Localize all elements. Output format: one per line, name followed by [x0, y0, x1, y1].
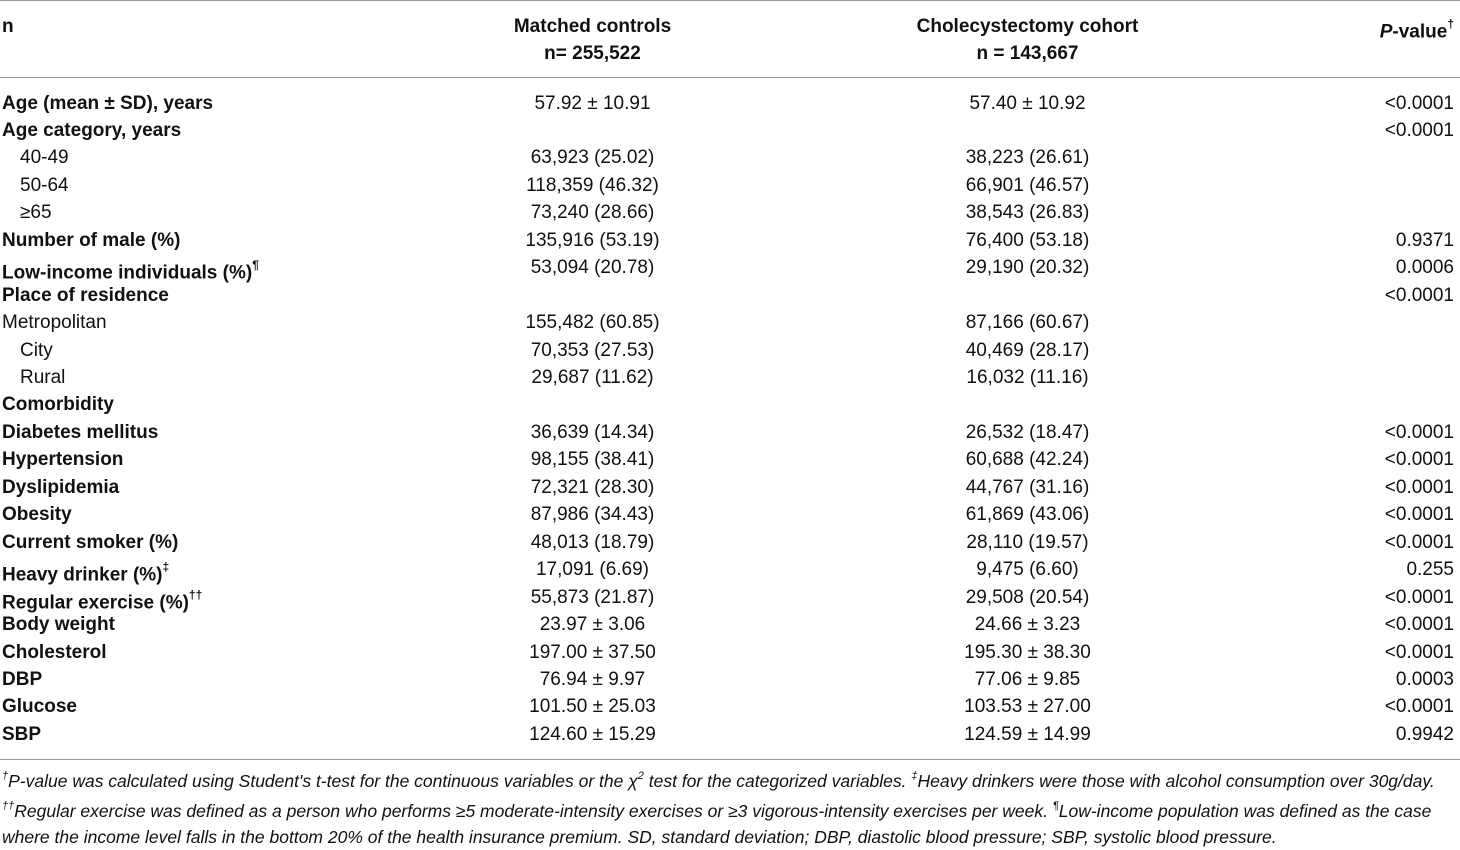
- row-label-text: Glucose: [2, 696, 77, 718]
- row-label-text: SBP: [2, 723, 42, 745]
- matched-controls-cell: 70,353 (27.53): [530, 339, 655, 361]
- table-footnote: [2, 764, 1458, 850]
- matched-controls-cell: 155,482 (60.85): [525, 312, 660, 334]
- row-label: [2, 419, 158, 446]
- row-label-text: ≥65: [20, 202, 52, 224]
- table-row: [0, 391, 1460, 419]
- header-cohort-title: Cholecystectomy cohort: [916, 16, 1139, 37]
- p-value-cell: 0.9371: [1395, 229, 1454, 251]
- table-row: [0, 117, 1460, 145]
- cohort-cell: 9,475 (6.60): [976, 559, 1079, 581]
- cohort-cell: 44,767 (31.16): [965, 476, 1090, 498]
- row-label-footnote-mark: ¶: [252, 258, 259, 273]
- table-row: [0, 611, 1460, 639]
- cohort-cell: 26,532 (18.47): [965, 421, 1090, 443]
- row-label-text: Low-income individuals (%): [2, 262, 253, 284]
- footnote-text-pvalue: P-value was calculated using Student's t-test for the continuous variables or the: [8, 770, 629, 791]
- cohort-cell: 103.53 ± 27.00: [964, 696, 1091, 718]
- table-row: [0, 282, 1460, 310]
- row-label: [2, 666, 42, 693]
- row-label: [2, 282, 169, 309]
- p-value-cell: 0.9942: [1395, 723, 1454, 745]
- row-label: [2, 309, 107, 336]
- cohort-cell: 57.40 ± 10.92: [969, 92, 1086, 114]
- row-label: [20, 337, 53, 364]
- row-label-text: City: [20, 339, 53, 361]
- p-value-cell: <0.0001: [1384, 284, 1454, 306]
- row-label-text: Heavy drinker (%): [2, 564, 163, 586]
- table-row: [0, 446, 1460, 474]
- row-label-text: Diabetes mellitus: [2, 421, 159, 443]
- row-label-text: Body weight: [2, 614, 115, 636]
- matched-controls-cell: 87,986 (34.43): [530, 504, 655, 526]
- cohort-cell: 124.59 ± 14.99: [964, 723, 1091, 745]
- matched-controls-cell: 135,916 (53.19): [525, 229, 660, 251]
- table-row: [0, 501, 1460, 529]
- p-value-cell: 0.0003: [1395, 668, 1454, 690]
- cohort-cell: 38,543 (26.83): [965, 202, 1090, 224]
- row-label-text: Age category, years: [2, 119, 182, 141]
- p-value-cell: <0.0001: [1384, 92, 1454, 114]
- p-value-cell: <0.0001: [1384, 476, 1454, 498]
- table-row: [0, 529, 1460, 557]
- table-row: [0, 254, 1460, 282]
- table-row: [0, 693, 1460, 721]
- table-row: [0, 474, 1460, 502]
- footnote-chi-sup: 2: [637, 770, 644, 782]
- table-row: [0, 172, 1460, 200]
- matched-controls-cell: 118,359 (46.32): [526, 174, 659, 196]
- bottom-rule: [0, 759, 1460, 760]
- footnote-mark-pilcrow: ¶: [1052, 799, 1059, 812]
- row-label: [2, 529, 178, 556]
- table-row: [0, 419, 1460, 447]
- row-label: [2, 90, 213, 117]
- cohort-cell: 87,166 (60.67): [965, 312, 1090, 334]
- row-label: [2, 391, 114, 418]
- row-label: [20, 172, 69, 199]
- table-row: [0, 556, 1460, 584]
- matched-controls-cell: 55,873 (21.87): [530, 586, 655, 608]
- footnote-mark-ddagger: ‡: [911, 770, 918, 782]
- table-row: [0, 584, 1460, 612]
- matched-controls-cell: 53,094 (20.78): [530, 257, 655, 279]
- header-matched-controls-title: Matched controls: [513, 16, 672, 37]
- p-value-cell: <0.0001: [1384, 119, 1454, 141]
- cohort-cell: 16,032 (11.16): [966, 367, 1089, 388]
- row-label-text: Place of residence: [2, 284, 169, 306]
- matched-controls-cell: 57.92 ± 10.91: [534, 92, 651, 114]
- header-p-dagger: †: [1447, 17, 1454, 31]
- cohort-cell: 29,190 (20.32): [965, 257, 1090, 279]
- row-label: [2, 227, 180, 254]
- p-value-cell: <0.0001: [1384, 449, 1454, 471]
- p-value-cell: <0.0001: [1384, 586, 1454, 608]
- row-label: [20, 199, 52, 226]
- cohort-cell: 61,869 (43.06): [965, 504, 1090, 526]
- p-value-cell: <0.0001: [1384, 531, 1454, 553]
- cohort-cell: 24.66 ± 3.23: [974, 614, 1081, 636]
- footnote-mark-dagger: †: [2, 770, 9, 782]
- p-value-cell: 0.255: [1406, 559, 1454, 581]
- matched-controls-cell: 29,687 (11.62): [531, 367, 654, 388]
- row-label-footnote-mark: ††: [188, 587, 203, 602]
- table-row: [0, 144, 1460, 172]
- p-value-cell: <0.0001: [1384, 614, 1454, 636]
- p-value-cell: <0.0001: [1384, 421, 1454, 443]
- row-label: [2, 721, 41, 748]
- cohort-cell: 195.30 ± 38.30: [964, 641, 1091, 663]
- header-n: n: [2, 16, 14, 37]
- header-matched-controls-n: n= 255,522: [544, 43, 641, 64]
- row-label-text: 50-64: [20, 174, 69, 196]
- row-label: [20, 364, 65, 391]
- matched-controls-cell: 72,321 (28.30): [530, 476, 655, 498]
- header-cholecystectomy-cohort: [880, 13, 1175, 67]
- row-label-text: Number of male (%): [2, 229, 181, 251]
- row-label: [2, 693, 77, 720]
- row-label-text: Cholesterol: [2, 641, 107, 663]
- p-value-cell: <0.0001: [1384, 641, 1454, 663]
- row-label-text: 40-49: [20, 147, 69, 169]
- footnote-text-exercise: Regular exercise was defined as a person who performs ≥5 moderate-intensity exercises or ≥3 vigorous-intensity exercises per week.: [14, 800, 1053, 821]
- row-label: [20, 144, 69, 171]
- p-value-cell: 0.0006: [1395, 257, 1454, 279]
- matched-controls-cell: 124.60 ± 15.29: [529, 723, 656, 745]
- row-label-text: Current smoker (%): [2, 531, 179, 553]
- cohort-cell: 76,400 (53.18): [965, 229, 1090, 251]
- footnote-text-low-income: Low-income population was defined as the case where the income level falls in the bottom 20% of the health insurance premium. SD, standard deviation; DBP, diastolic blood pressure; SBP, systolic blood pressure.: [2, 800, 1432, 847]
- cohort-cell: 40,469 (28.17): [965, 339, 1090, 361]
- header-cohort-n: n = 143,667: [976, 43, 1079, 64]
- row-label: [2, 474, 119, 501]
- footnote-text-categorized: test for the categorized variables.: [643, 770, 912, 791]
- row-label-text: Rural: [20, 367, 66, 388]
- header-p-rest: -value: [1392, 21, 1448, 43]
- table-row: [0, 199, 1460, 227]
- row-label-footnote-mark: ‡: [162, 560, 170, 575]
- table-row: [0, 309, 1460, 337]
- row-label: [2, 611, 115, 638]
- p-value-cell: <0.0001: [1384, 504, 1454, 526]
- row-label: [2, 639, 107, 666]
- table-row: [0, 90, 1460, 118]
- header-p-value: [1380, 13, 1454, 45]
- footnote-mark-double-dagger: ††: [2, 799, 15, 812]
- cohort-cell: 66,901 (46.57): [965, 174, 1090, 196]
- matched-controls-cell: 101.50 ± 25.03: [529, 696, 656, 718]
- row-label: [2, 501, 72, 528]
- matched-controls-cell: 63,923 (25.02): [530, 147, 655, 169]
- matched-controls-cell: 76.94 ± 9.97: [539, 668, 646, 690]
- cohort-cell: 28,110 (19.57): [966, 531, 1089, 553]
- table-row: [0, 337, 1460, 365]
- cohort-cell: 60,688 (42.24): [965, 449, 1090, 471]
- table-row: [0, 639, 1460, 667]
- row-label-text: Comorbidity: [2, 394, 114, 416]
- top-rule: [0, 0, 1460, 1]
- cohort-cell: 29,508 (20.54): [965, 586, 1090, 608]
- header-matched-controls: [440, 13, 745, 67]
- footnote-text-heavy-drinker: Heavy drinkers were those with alcohol consumption over 30g/day.: [917, 770, 1435, 791]
- row-label-text: Obesity: [2, 504, 72, 526]
- p-value-cell: <0.0001: [1384, 696, 1454, 718]
- matched-controls-cell: 17,091 (6.69): [535, 559, 650, 581]
- header-rule: [0, 77, 1460, 78]
- table-row: [0, 666, 1460, 694]
- row-label-text: Hypertension: [2, 449, 124, 471]
- matched-controls-cell: 197.00 ± 37.50: [529, 641, 656, 663]
- matched-controls-cell: 48,013 (18.79): [530, 531, 655, 553]
- table-row: [0, 227, 1460, 255]
- row-label-text: Regular exercise (%): [2, 591, 189, 613]
- table-row: [0, 721, 1460, 749]
- footnote-chi: χ: [628, 770, 638, 791]
- row-label-text: Age (mean ± SD), years: [2, 92, 214, 114]
- cohort-cell: 77.06 ± 9.85: [974, 668, 1081, 690]
- matched-controls-cell: 73,240 (28.66): [530, 202, 655, 224]
- row-label: [2, 117, 181, 144]
- matched-controls-cell: 36,639 (14.34): [530, 421, 655, 443]
- matched-controls-cell: 98,155 (38.41): [530, 449, 655, 471]
- cohort-cell: 38,223 (26.61): [965, 147, 1090, 169]
- row-label: [2, 446, 123, 473]
- header-p-letter: P: [1379, 21, 1393, 43]
- matched-controls-cell: 23.97 ± 3.06: [539, 614, 646, 636]
- row-label-text: DBP: [2, 668, 43, 690]
- table-row: [0, 364, 1460, 392]
- row-label-text: Dyslipidemia: [2, 476, 120, 498]
- row-label-text: Metropolitan: [2, 312, 107, 334]
